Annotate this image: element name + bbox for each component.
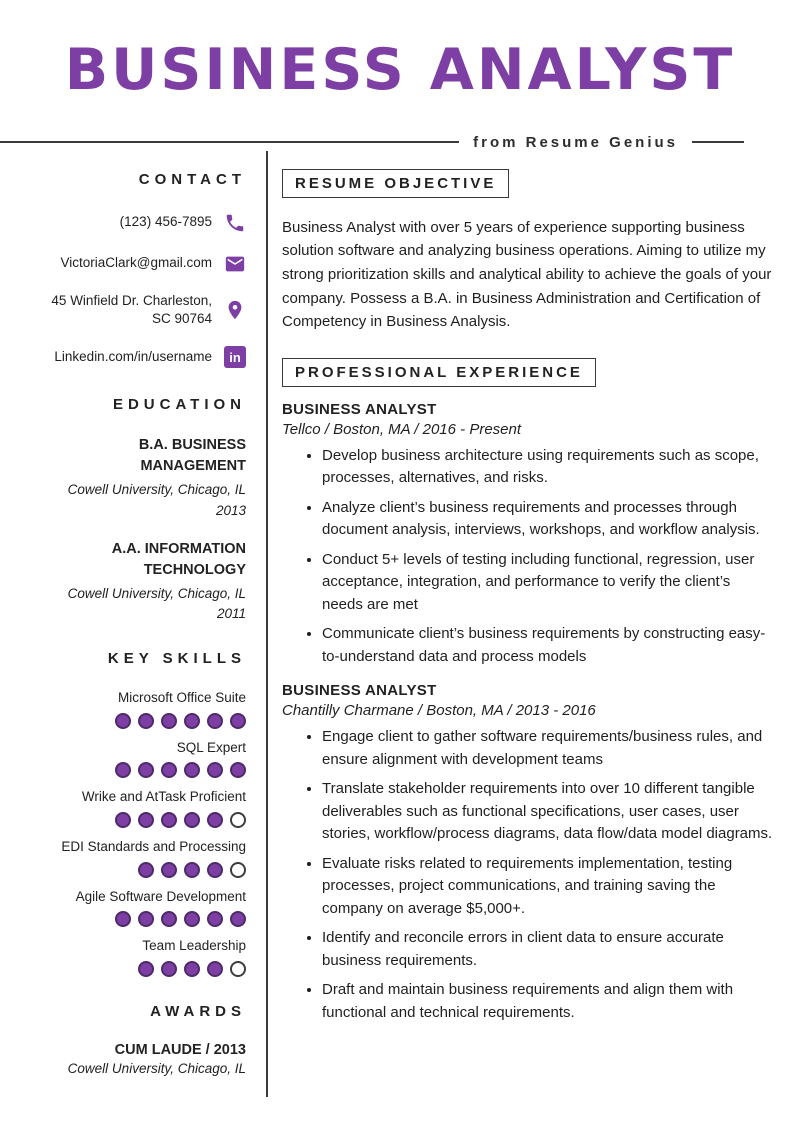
contact-header: CONTACT bbox=[138, 170, 246, 188]
resume-title: BUSINESS ANALYST bbox=[64, 37, 736, 103]
skill-item bbox=[10, 838, 246, 878]
school-name: Cowell University, Chicago, IL bbox=[67, 482, 246, 498]
job-title: BUSINESS ANALYST bbox=[282, 400, 437, 418]
branding-text: from Resume Genius bbox=[473, 133, 678, 151]
skill-label: Team Leadership bbox=[142, 938, 246, 954]
skill-label: SQL Expert bbox=[176, 739, 246, 755]
skill-dot-filled bbox=[184, 713, 200, 729]
skill-dot-filled bbox=[161, 911, 177, 927]
job-bullet: • Develop business architecture using requirements such as scope, processes, alternatives, and risks. bbox=[322, 445, 774, 490]
award-school: Cowell University, Chicago, IL bbox=[67, 1060, 246, 1076]
skill-dot-filled bbox=[161, 812, 177, 828]
graduation-year: 2011 bbox=[216, 606, 246, 622]
education-entry bbox=[10, 435, 246, 521]
job-bullet-list bbox=[282, 445, 774, 669]
skill-item bbox=[10, 788, 246, 828]
sidebar bbox=[0, 151, 268, 1097]
award-entry bbox=[10, 1042, 246, 1076]
skill-label: Microsoft Office Suite bbox=[117, 690, 246, 706]
skill-dot-filled bbox=[161, 762, 177, 778]
job-bullet: • Engage client to gather software requirements/business rules, and ensure alignment with development teams bbox=[322, 726, 774, 771]
skill-label: Agile Software Development bbox=[75, 888, 246, 904]
job-title: BUSINESS ANALYST bbox=[282, 682, 437, 700]
skill-dot-filled bbox=[115, 762, 131, 778]
contact-phone-row bbox=[10, 210, 246, 236]
skill-dot-filled bbox=[184, 911, 200, 927]
phone-number: (123) 456-7895 bbox=[119, 214, 212, 230]
skill-item bbox=[10, 689, 246, 729]
skill-dot-filled bbox=[207, 911, 223, 927]
skill-dot-empty bbox=[230, 961, 246, 977]
skill-dot-empty bbox=[230, 862, 246, 878]
email-address[interactable]: VictoriaClark@gmail.com bbox=[60, 255, 212, 271]
divider-line-right bbox=[692, 141, 744, 143]
skill-dot-filled bbox=[207, 812, 223, 828]
main-column bbox=[268, 151, 800, 1097]
skill-item bbox=[10, 937, 246, 977]
mailing-address: 45 Winfield Dr. Charleston, SC 90764 bbox=[51, 292, 212, 327]
skill-dot-filled bbox=[207, 762, 223, 778]
skill-dot-filled bbox=[184, 961, 200, 977]
job-entry bbox=[282, 682, 774, 1024]
skill-dot-filled bbox=[138, 911, 154, 927]
objective-text: Business Analyst with over 5 years of experience supporting business solution software and analyzing business operations. Aiming to utilize my strong prioritization skills and analytical ability to achieve the goals of your company. Possess a B.A. in Business Administration and Certification of Competency in Business Analysis. bbox=[282, 218, 772, 331]
skill-dot-filled bbox=[115, 812, 131, 828]
skill-dot-filled bbox=[138, 762, 154, 778]
skill-rating bbox=[10, 911, 246, 927]
job-meta: Chantilly Charmane / Boston, MA / 2013 - 2016 bbox=[282, 702, 596, 720]
skill-dot-filled bbox=[230, 713, 246, 729]
skill-rating bbox=[10, 713, 246, 729]
skill-dot-filled bbox=[138, 713, 154, 729]
skill-dot-filled bbox=[138, 862, 154, 878]
skill-item bbox=[10, 739, 246, 779]
skill-dot-filled bbox=[184, 862, 200, 878]
skill-dot-filled bbox=[207, 713, 223, 729]
job-bullet: • Analyze client’s business requirements and processes through document analysis, interviews, workshops, and workflow analysis. bbox=[322, 497, 774, 542]
header bbox=[0, 0, 800, 151]
key-skills-section bbox=[10, 650, 246, 976]
job-bullet: • Translate stakeholder requirements into over 10 different tangible deliverables such as functional specifications, user cases, user stories, workflow/process diagrams, data flow/data model diagrams. bbox=[322, 778, 774, 846]
phone-icon bbox=[224, 212, 246, 234]
skill-dot-filled bbox=[138, 812, 154, 828]
job-meta: Tellco / Boston, MA / 2016 - Present bbox=[282, 420, 522, 438]
job-bullet: • Evaluate risks related to requirements implementation, testing processes, project communications, and training saving the company on average $5,000+. bbox=[322, 853, 774, 921]
skill-dot-filled bbox=[138, 961, 154, 977]
job-bullet: • Identify and reconcile errors in client data to ensure accurate business requirements. bbox=[322, 927, 774, 972]
job-entry bbox=[282, 401, 774, 669]
skill-dot-filled bbox=[161, 862, 177, 878]
awards-section bbox=[10, 1003, 246, 1076]
skill-label: Wrike and AtTask Proficient bbox=[81, 789, 246, 805]
email-icon bbox=[224, 253, 246, 275]
degree-name: B.A. BUSINESS MANAGEMENT bbox=[138, 437, 246, 475]
skill-rating bbox=[10, 961, 246, 977]
skill-dot-filled bbox=[161, 961, 177, 977]
education-entry bbox=[10, 539, 246, 625]
divider-line-left bbox=[0, 141, 459, 143]
skill-dot-filled bbox=[230, 911, 246, 927]
professional-experience-section bbox=[282, 358, 774, 1025]
content-columns bbox=[0, 151, 800, 1097]
skill-dot-filled bbox=[207, 862, 223, 878]
award-title: CUM LAUDE / 2013 bbox=[114, 1041, 246, 1058]
job-bullet-list bbox=[282, 726, 774, 1024]
resume-objective-header: RESUME OBJECTIVE bbox=[282, 169, 509, 198]
skill-dot-filled bbox=[184, 812, 200, 828]
degree-name: A.A. INFORMATION TECHNOLOGY bbox=[111, 540, 246, 578]
branding-row bbox=[0, 134, 800, 151]
skill-rating bbox=[10, 812, 246, 828]
key-skills-header: KEY SKILLS bbox=[107, 650, 246, 668]
skill-rating bbox=[10, 862, 246, 878]
job-bullet: • Conduct 5+ levels of testing including functional, regression, user acceptance, integration, and performance to verify the client’s needs are met bbox=[322, 549, 774, 617]
skill-dot-filled bbox=[184, 762, 200, 778]
skill-label: EDI Standards and Processing bbox=[61, 839, 246, 855]
graduation-year: 2013 bbox=[215, 502, 246, 518]
education-section bbox=[10, 396, 246, 624]
skill-dot-filled bbox=[207, 961, 223, 977]
resume-objective-section bbox=[282, 169, 774, 334]
linkedin-icon: in bbox=[224, 346, 246, 368]
contact-email-row[interactable] bbox=[10, 251, 246, 277]
skill-dot-filled bbox=[230, 762, 246, 778]
contact-linkedin-row[interactable] bbox=[10, 344, 246, 370]
skill-rating bbox=[10, 762, 246, 778]
skill-dot-empty bbox=[230, 812, 246, 828]
linkedin-url[interactable]: Linkedin.com/in/username bbox=[54, 348, 212, 364]
skill-dot-filled bbox=[115, 713, 131, 729]
job-bullet: • Draft and maintain business requirements and align them with functional and technical requirements. bbox=[322, 979, 774, 1024]
school-name: Cowell University, Chicago, IL bbox=[67, 585, 246, 601]
job-bullet: • Communicate client’s business requirements by constructing easy- to-understand data and process models bbox=[322, 623, 774, 668]
education-header: EDUCATION bbox=[112, 396, 246, 414]
location-pin-icon bbox=[224, 299, 246, 321]
contact-address-row bbox=[10, 292, 246, 330]
awards-header: AWARDS bbox=[150, 1002, 246, 1020]
professional-experience-header: PROFESSIONAL EXPERIENCE bbox=[282, 358, 596, 387]
skill-dot-filled bbox=[115, 911, 131, 927]
skill-dot-filled bbox=[161, 713, 177, 729]
contact-section bbox=[10, 171, 246, 371]
skill-item bbox=[10, 888, 246, 928]
